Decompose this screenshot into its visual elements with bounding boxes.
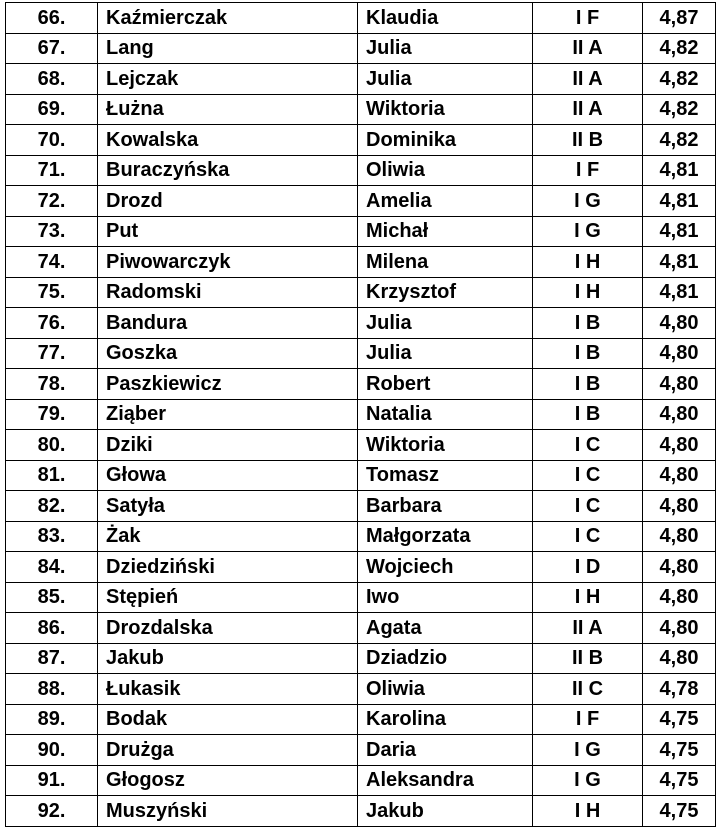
rank-number: 89. (6, 704, 98, 735)
first-name-cell: Robert (358, 369, 533, 400)
surname-cell: Głogosz (98, 765, 358, 796)
class-cell: I C (533, 521, 643, 552)
table-row (6, 125, 716, 156)
ranking-table-body (6, 3, 716, 827)
class-cell: I G (533, 186, 643, 217)
rank-number: 91. (6, 765, 98, 796)
average-cell: 4,81 (643, 277, 716, 308)
first-name-cell: Daria (358, 735, 533, 766)
average-cell: 4,81 (643, 247, 716, 278)
table-row (6, 460, 716, 491)
table-row (6, 399, 716, 430)
table-row (6, 430, 716, 461)
first-name-cell: Dominika (358, 125, 533, 156)
first-name-cell: Dziadzio (358, 643, 533, 674)
rank-number: 82. (6, 491, 98, 522)
class-cell: I B (533, 308, 643, 339)
surname-cell: Put (98, 216, 358, 247)
class-cell: I G (533, 216, 643, 247)
first-name-cell: Wojciech (358, 552, 533, 583)
average-cell: 4,80 (643, 643, 716, 674)
class-cell: II C (533, 674, 643, 705)
surname-cell: Dziedziński (98, 552, 358, 583)
class-cell: II A (533, 33, 643, 64)
rank-number: 69. (6, 94, 98, 125)
surname-cell: Drozd (98, 186, 358, 217)
class-cell: I H (533, 247, 643, 278)
average-cell: 4,75 (643, 704, 716, 735)
surname-cell: Drużga (98, 735, 358, 766)
class-cell: II A (533, 613, 643, 644)
first-name-cell: Wiktoria (358, 430, 533, 461)
table-row (6, 491, 716, 522)
first-name-cell: Krzysztof (358, 277, 533, 308)
class-cell: I B (533, 338, 643, 369)
table-row (6, 155, 716, 186)
first-name-cell: Julia (358, 338, 533, 369)
average-cell: 4,80 (643, 308, 716, 339)
table-row (6, 216, 716, 247)
surname-cell: Dziki (98, 430, 358, 461)
first-name-cell: Barbara (358, 491, 533, 522)
rank-number: 73. (6, 216, 98, 247)
first-name-cell: Amelia (358, 186, 533, 217)
class-cell: I G (533, 765, 643, 796)
rank-number: 85. (6, 582, 98, 613)
rank-number: 90. (6, 735, 98, 766)
surname-cell: Piwowarczyk (98, 247, 358, 278)
class-cell: I C (533, 491, 643, 522)
surname-cell: Jakub (98, 643, 358, 674)
average-cell: 4,80 (643, 430, 716, 461)
average-cell: 4,82 (643, 125, 716, 156)
ranking-table (5, 2, 716, 827)
average-cell: 4,75 (643, 735, 716, 766)
average-cell: 4,81 (643, 186, 716, 217)
average-cell: 4,82 (643, 94, 716, 125)
surname-cell: Kaźmierczak (98, 3, 358, 34)
rank-number: 86. (6, 613, 98, 644)
table-row (6, 277, 716, 308)
rank-number: 75. (6, 277, 98, 308)
average-cell: 4,80 (643, 552, 716, 583)
rank-number: 88. (6, 674, 98, 705)
surname-cell: Muszyński (98, 796, 358, 827)
class-cell: I H (533, 582, 643, 613)
surname-cell: Głowa (98, 460, 358, 491)
surname-cell: Łużna (98, 94, 358, 125)
table-row (6, 33, 716, 64)
table-row (6, 582, 716, 613)
class-cell: I H (533, 277, 643, 308)
rank-number: 78. (6, 369, 98, 400)
table-row (6, 796, 716, 827)
surname-cell: Łukasik (98, 674, 358, 705)
average-cell: 4,81 (643, 216, 716, 247)
class-cell: I F (533, 704, 643, 735)
rank-number: 76. (6, 308, 98, 339)
average-cell: 4,80 (643, 613, 716, 644)
table-row (6, 308, 716, 339)
surname-cell: Satyła (98, 491, 358, 522)
average-cell: 4,80 (643, 582, 716, 613)
average-cell: 4,81 (643, 155, 716, 186)
table-row (6, 552, 716, 583)
rank-number: 92. (6, 796, 98, 827)
surname-cell: Ziąber (98, 399, 358, 430)
table-row (6, 186, 716, 217)
first-name-cell: Karolina (358, 704, 533, 735)
first-name-cell: Oliwia (358, 155, 533, 186)
average-cell: 4,87 (643, 3, 716, 34)
first-name-cell: Małgorzata (358, 521, 533, 552)
rank-number: 84. (6, 552, 98, 583)
average-cell: 4,80 (643, 399, 716, 430)
surname-cell: Radomski (98, 277, 358, 308)
surname-cell: Buraczyńska (98, 155, 358, 186)
rank-number: 81. (6, 460, 98, 491)
class-cell: II B (533, 125, 643, 156)
average-cell: 4,80 (643, 460, 716, 491)
surname-cell: Lang (98, 33, 358, 64)
average-cell: 4,80 (643, 338, 716, 369)
rank-number: 70. (6, 125, 98, 156)
rank-number: 66. (6, 3, 98, 34)
table-row (6, 64, 716, 95)
first-name-cell: Julia (358, 33, 533, 64)
table-row (6, 643, 716, 674)
average-cell: 4,80 (643, 491, 716, 522)
class-cell: I F (533, 3, 643, 34)
first-name-cell: Aleksandra (358, 765, 533, 796)
rank-number: 74. (6, 247, 98, 278)
surname-cell: Kowalska (98, 125, 358, 156)
class-cell: I C (533, 430, 643, 461)
table-row (6, 674, 716, 705)
average-cell: 4,80 (643, 369, 716, 400)
rank-number: 67. (6, 33, 98, 64)
table-row (6, 765, 716, 796)
class-cell: II A (533, 94, 643, 125)
surname-cell: Paszkiewicz (98, 369, 358, 400)
class-cell: I B (533, 369, 643, 400)
rank-number: 71. (6, 155, 98, 186)
rank-number: 77. (6, 338, 98, 369)
surname-cell: Drozdalska (98, 613, 358, 644)
rank-number: 72. (6, 186, 98, 217)
first-name-cell: Klaudia (358, 3, 533, 34)
first-name-cell: Julia (358, 308, 533, 339)
average-cell: 4,75 (643, 765, 716, 796)
rank-number: 79. (6, 399, 98, 430)
table-row (6, 369, 716, 400)
table-row (6, 247, 716, 278)
table-row (6, 3, 716, 34)
first-name-cell: Natalia (358, 399, 533, 430)
surname-cell: Bodak (98, 704, 358, 735)
surname-cell: Żak (98, 521, 358, 552)
rank-number: 80. (6, 430, 98, 461)
table-row (6, 704, 716, 735)
first-name-cell: Agata (358, 613, 533, 644)
table-row (6, 735, 716, 766)
first-name-cell: Oliwia (358, 674, 533, 705)
ranking-sheet (5, 2, 716, 827)
table-row (6, 338, 716, 369)
first-name-cell: Milena (358, 247, 533, 278)
average-cell: 4,80 (643, 521, 716, 552)
first-name-cell: Tomasz (358, 460, 533, 491)
rank-number: 87. (6, 643, 98, 674)
class-cell: I F (533, 155, 643, 186)
average-cell: 4,82 (643, 33, 716, 64)
average-cell: 4,82 (643, 64, 716, 95)
rank-number: 68. (6, 64, 98, 95)
surname-cell: Bandura (98, 308, 358, 339)
average-cell: 4,78 (643, 674, 716, 705)
table-row (6, 94, 716, 125)
surname-cell: Stępień (98, 582, 358, 613)
rank-number: 83. (6, 521, 98, 552)
first-name-cell: Wiktoria (358, 94, 533, 125)
class-cell: I H (533, 796, 643, 827)
class-cell: I G (533, 735, 643, 766)
class-cell: II A (533, 64, 643, 95)
average-cell: 4,75 (643, 796, 716, 827)
class-cell: I B (533, 399, 643, 430)
first-name-cell: Michał (358, 216, 533, 247)
table-row (6, 613, 716, 644)
first-name-cell: Julia (358, 64, 533, 95)
class-cell: II B (533, 643, 643, 674)
first-name-cell: Iwo (358, 582, 533, 613)
surname-cell: Goszka (98, 338, 358, 369)
first-name-cell: Jakub (358, 796, 533, 827)
class-cell: I D (533, 552, 643, 583)
surname-cell: Lejczak (98, 64, 358, 95)
table-row (6, 521, 716, 552)
class-cell: I C (533, 460, 643, 491)
